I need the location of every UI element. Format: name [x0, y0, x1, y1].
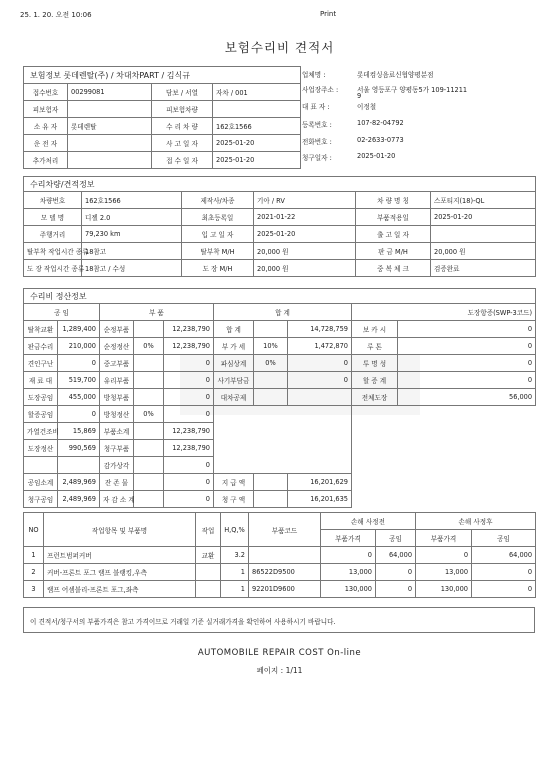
insurance-row	[24, 135, 301, 152]
parts-label: 부품소계	[100, 423, 134, 440]
item-name: 커버-프론트 포그 램프 블랭킹,우측	[44, 564, 196, 581]
paint-label: 루 톤	[352, 338, 398, 355]
vehicle-label: 차 량 명 칭	[356, 192, 431, 209]
settlement-row	[24, 321, 536, 338]
total-value: 0	[288, 355, 352, 372]
print-label: Print	[320, 10, 337, 18]
parts-value: 0	[164, 372, 214, 389]
vehicle-value: 18참고 / 수성	[82, 260, 182, 277]
insurance-row	[24, 118, 301, 135]
total-value: 1,472,870	[288, 338, 352, 355]
labor-label: 판금수리	[24, 338, 58, 355]
insurance-label: 운 전 자	[24, 135, 68, 152]
item-name: 프런트범퍼커버	[44, 547, 196, 564]
settlement-row	[24, 355, 536, 372]
print-datetime: 25. 1. 20. 오전 10:06	[20, 11, 92, 19]
insurance-value: 2025-01-20	[213, 135, 301, 152]
price-notice: 이 견적서/청구서의 부품가격은 참고 가격이므로 거래일 기준 실거래가격을 확인하여 사용하시기 바랍니다.	[23, 607, 535, 633]
parts-rate	[134, 474, 164, 491]
vehicle-row	[24, 209, 536, 226]
labor-label: 도장공임	[24, 389, 58, 406]
vehicle-value: 검증완료	[431, 260, 536, 277]
vehicle-label: 탈부착 작업시간 종류	[24, 243, 82, 260]
vehicle-row	[24, 243, 536, 260]
vehicle-label: 판 금 M/H	[356, 243, 431, 260]
item-hq: 1	[221, 581, 249, 598]
labor-value: 210,000	[58, 338, 100, 355]
vehicle-label: 중 복 체 크	[356, 260, 431, 277]
company-value: 2025-01-20	[357, 152, 396, 160]
paint-value: 0	[398, 372, 536, 389]
parts-rate	[134, 389, 164, 406]
settlement-row	[24, 406, 536, 423]
insurance-row	[24, 152, 301, 169]
company-value: 서울 영등포구 양평동5가 109-11211	[357, 86, 468, 94]
labor-label: 견인구난	[24, 355, 58, 372]
col-after-labor: 공임	[472, 530, 536, 547]
vehicle-value: 20,000 원	[431, 243, 536, 260]
item-name: 램프 어셈블리-프론트 포그,좌측	[44, 581, 196, 598]
document-title: 보험수리비 견적서	[224, 40, 335, 55]
parts-label: 자 감 소 계	[100, 491, 134, 508]
labor-value: 15,869	[58, 423, 100, 440]
item-code: 92201D9600	[249, 581, 321, 598]
labor-value: 519,700	[58, 372, 100, 389]
total-rate: 10%	[254, 338, 288, 355]
labor-header: 공 임	[24, 304, 100, 321]
labor-value: 2,489,969	[58, 491, 100, 508]
paint-value: 56,000	[398, 389, 536, 406]
total-rate: 0%	[254, 355, 288, 372]
company-label: 전화번호 :	[302, 138, 332, 146]
item-after-labor: 0	[472, 564, 536, 581]
item-before-price: 13,000	[321, 564, 376, 581]
item-after-labor: 64,000	[472, 547, 536, 564]
item-hq: 1	[221, 564, 249, 581]
vehicle-label: 부품적용일	[356, 209, 431, 226]
paint-value: 0	[398, 338, 536, 355]
paint-label: 보 카 시	[352, 321, 398, 338]
company-value: 107-82-04792	[357, 119, 404, 127]
item-before-price: 130,000	[321, 581, 376, 598]
parts-value: 0	[164, 406, 214, 423]
item-before-labor: 0	[376, 564, 416, 581]
insurance-value: 자차 / 001	[213, 84, 301, 101]
item-code: 86522D9500	[249, 564, 321, 581]
parts-label: 유리부품	[100, 372, 134, 389]
vehicle-label: 모 델 명	[24, 209, 82, 226]
labor-value: 0	[58, 355, 100, 372]
parts-rate	[134, 440, 164, 457]
vehicle-section-title: 수리차량/견적정보	[24, 177, 536, 192]
parts-value: 12,238,790	[164, 423, 214, 440]
insurance-label: 피보험자	[24, 101, 68, 118]
parts-label: 방청정산	[100, 406, 134, 423]
item-after-price: 130,000	[416, 581, 472, 598]
col-before-price: 부품가격	[321, 530, 376, 547]
col-name: 작업항목 및 부품명	[44, 513, 196, 547]
vehicle-label: 도 장 M/H	[182, 260, 254, 277]
item-row	[24, 547, 536, 564]
col-before: 손해 사정전	[321, 513, 416, 530]
item-hq: 3.2	[221, 547, 249, 564]
labor-value: 990,569	[58, 440, 100, 457]
insurance-value	[68, 101, 152, 118]
insurance-value: 롯데렌탈	[68, 118, 152, 135]
insurance-value: 162호1566	[213, 118, 301, 135]
parts-rate	[134, 457, 164, 474]
labor-label: 도장정산	[24, 440, 58, 457]
parts-value: 0	[164, 457, 214, 474]
parts-label: 방청부품	[100, 389, 134, 406]
col-after: 손해 사정후	[416, 513, 536, 530]
parts-value: 12,238,790	[164, 338, 214, 355]
vehicle-value: 2025-01-20	[431, 209, 536, 226]
vehicle-value	[431, 226, 536, 243]
parts-value: 12,238,790	[164, 321, 214, 338]
company-value: 02-2633-0773	[357, 136, 404, 144]
paint-label: 투 명 성	[352, 355, 398, 372]
vehicle-value: 2021-01-22	[254, 209, 356, 226]
item-work: 교환	[196, 547, 221, 564]
labor-value	[58, 457, 100, 474]
insurance-row	[24, 84, 301, 101]
vehicle-value: 20,000 원	[254, 243, 356, 260]
company-value: 이정철	[357, 103, 377, 111]
insurance-value	[213, 101, 301, 118]
labor-label	[24, 457, 58, 474]
col-after-price: 부품가격	[416, 530, 472, 547]
footer-title: AUTOMOBILE REPAIR COST On-line	[197, 648, 362, 658]
labor-label: 재 료 대	[24, 372, 58, 389]
settlement-table	[23, 288, 536, 508]
parts-rate	[134, 491, 164, 508]
parts-header: 부 품	[100, 304, 214, 321]
total-label: 사기부담금	[214, 372, 254, 389]
item-after-price: 13,000	[416, 564, 472, 581]
total-rate	[254, 321, 288, 338]
paint-label: 할 증 계	[352, 372, 398, 389]
vehicle-label: 탈부착 M/H	[182, 243, 254, 260]
parts-label: 순정정산	[100, 338, 134, 355]
vehicle-row	[24, 260, 536, 277]
parts-label: 청구부품	[100, 440, 134, 457]
vehicle-label: 제작사/차종	[182, 192, 254, 209]
company-label: 등록번호 :	[302, 121, 332, 129]
paint-label: 전체도장	[352, 389, 398, 406]
settlement-row	[24, 372, 536, 389]
parts-value: 0	[164, 389, 214, 406]
insurance-label: 수 리 차 량	[152, 118, 213, 135]
vehicle-value: 79,230 km	[82, 226, 182, 243]
vehicle-row	[24, 226, 536, 243]
parts-rate	[134, 423, 164, 440]
insurance-label: 담보 / 서열	[152, 84, 213, 101]
vehicle-label: 차량번호	[24, 192, 82, 209]
vehicle-label: 최초등록일	[182, 209, 254, 226]
labor-label: 가열건조비	[24, 423, 58, 440]
item-row	[24, 564, 536, 581]
parts-label: 감가상각	[100, 457, 134, 474]
parts-value: 0	[164, 491, 214, 508]
item-work	[196, 581, 221, 598]
item-after-price: 0	[416, 547, 472, 564]
col-code: 부품코드	[249, 513, 321, 547]
col-before-labor: 공임	[376, 530, 416, 547]
item-row	[24, 581, 536, 598]
labor-value: 455,000	[58, 389, 100, 406]
parts-label: 순정부품	[100, 321, 134, 338]
payment-value: 16,201,629	[288, 474, 352, 491]
vehicle-info-table	[23, 176, 536, 277]
vehicle-value: 18참고	[82, 243, 182, 260]
settlement-row	[24, 338, 536, 355]
company-label: 사업장주소 :	[302, 86, 339, 94]
parts-value: 0	[164, 474, 214, 491]
item-work	[196, 564, 221, 581]
col-hq: H,Q,%	[221, 513, 249, 547]
insurance-value: 00299081	[68, 84, 152, 101]
item-before-price: 0	[321, 547, 376, 564]
insurer-value: 롯데렌탈(주) / 차대차PART / 김식규	[63, 70, 190, 80]
company-value: 롯데컴싱음료신협양평분점	[357, 71, 434, 79]
labor-value: 0	[58, 406, 100, 423]
insurance-label: 소 유 자	[24, 118, 68, 135]
total-header: 합 계	[214, 304, 352, 321]
vehicle-label: 입 고 일 자	[182, 226, 254, 243]
total-value: 0	[288, 372, 352, 389]
item-before-labor: 0	[376, 581, 416, 598]
vehicle-label: 출 고 일 자	[356, 226, 431, 243]
total-value	[288, 389, 352, 406]
paint-value: 0	[398, 321, 536, 338]
insurance-value	[68, 152, 152, 169]
insurance-section-title: 보험정보	[30, 70, 61, 80]
total-value: 14,728,759	[288, 321, 352, 338]
parts-label: 잔 존 물	[100, 474, 134, 491]
insurance-label: 사 고 일 자	[152, 135, 213, 152]
total-rate	[254, 372, 288, 389]
vehicle-label: 주행거리	[24, 226, 82, 243]
company-label: 대 표 자 :	[302, 103, 330, 111]
item-before-labor: 64,000	[376, 547, 416, 564]
total-label: 부 가 세	[214, 338, 254, 355]
paint-header: 도장항증(SWP-3코드)	[352, 304, 536, 321]
vehicle-value: 디젤 2.0	[82, 209, 182, 226]
item-after-labor: 0	[472, 581, 536, 598]
paint-value: 0	[398, 355, 536, 372]
insurance-info-table	[23, 66, 301, 169]
payment-value: 16,201,635	[288, 491, 352, 508]
insurance-value	[68, 135, 152, 152]
work-items-table	[23, 512, 536, 598]
vehicle-value: 162호1566	[82, 192, 182, 209]
vehicle-row	[24, 192, 536, 209]
col-work: 작업	[196, 513, 221, 547]
parts-rate: 0%	[134, 406, 164, 423]
labor-label: 청구공임	[24, 491, 58, 508]
parts-rate	[134, 355, 164, 372]
col-no: NO	[24, 513, 44, 547]
item-no: 2	[24, 564, 44, 581]
total-rate	[254, 389, 288, 406]
labor-label: 할증공임	[24, 406, 58, 423]
labor-label: 탈착교환	[24, 321, 58, 338]
payment-label: 청 구 액	[214, 491, 254, 508]
company-label: 청구일자 :	[302, 154, 332, 162]
insurance-value: 2025-01-20	[213, 152, 301, 169]
insurance-label: 접수번호	[24, 84, 68, 101]
insurance-row	[24, 101, 301, 118]
vehicle-label: 도 장 작업시간 종류	[24, 260, 82, 277]
item-code	[249, 547, 321, 564]
vehicle-value: 스포티지(18)-QL	[431, 192, 536, 209]
labor-value: 2,489,969	[58, 474, 100, 491]
parts-label: 중고부품	[100, 355, 134, 372]
parts-value: 12,238,790	[164, 440, 214, 457]
item-no: 1	[24, 547, 44, 564]
parts-value: 0	[164, 355, 214, 372]
item-no: 3	[24, 581, 44, 598]
company-label: 업체명 :	[302, 71, 326, 79]
parts-rate	[134, 321, 164, 338]
page-number: 페이지 : 1/11	[256, 666, 303, 675]
parts-rate: 0%	[134, 338, 164, 355]
insurance-label: 접 수 일 자	[152, 152, 213, 169]
labor-label: 공임소계	[24, 474, 58, 491]
total-label: 대차공제	[214, 389, 254, 406]
insurance-label: 추가처리	[24, 152, 68, 169]
vehicle-value: 20,000 원	[254, 260, 356, 277]
company-value-cont: 9	[357, 92, 362, 100]
total-label: 파심상계	[214, 355, 254, 372]
settlement-section-title: 수리비 정산정보	[24, 289, 536, 304]
total-label: 합 계	[214, 321, 254, 338]
vehicle-value: 기아 / RV	[254, 192, 356, 209]
settlement-row	[24, 389, 536, 406]
insurance-label: 피보험차량	[152, 101, 213, 118]
payment-label: 지 급 액	[214, 474, 254, 491]
labor-value: 1,289,400	[58, 321, 100, 338]
parts-rate	[134, 372, 164, 389]
vehicle-value: 2025-01-20	[254, 226, 356, 243]
